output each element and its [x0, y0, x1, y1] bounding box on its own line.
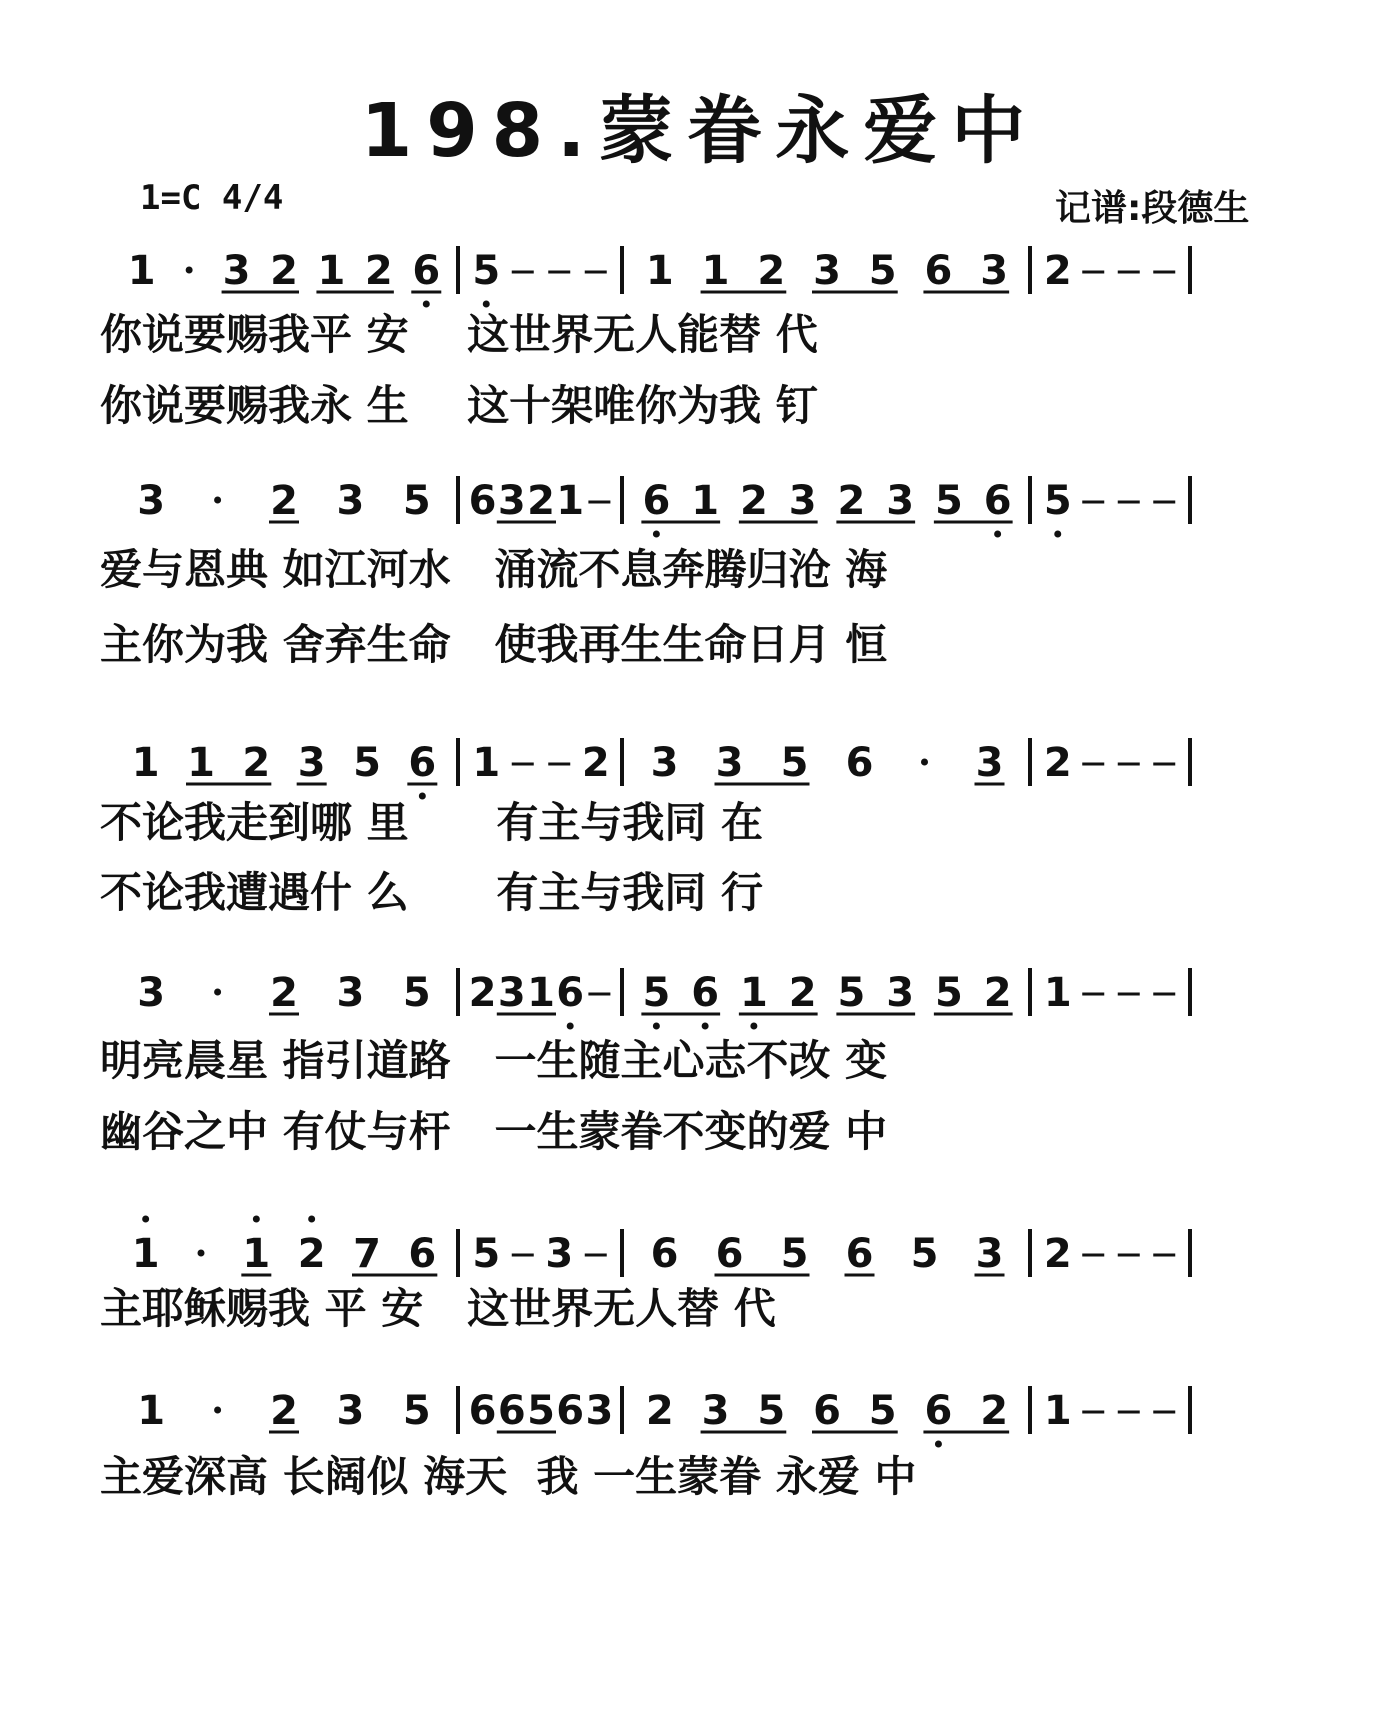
note-number: 6: [924, 1388, 953, 1434]
note-number: 2: [270, 1388, 298, 1434]
high-octave-dot: [308, 1216, 315, 1223]
note-number: 3: [336, 1388, 365, 1434]
note-number: 2: [1043, 1231, 1072, 1277]
lyric-line: 不论我走到哪 里 有主与我同 在: [100, 798, 763, 847]
note-number: 2: [270, 478, 298, 524]
note-number: 2: [645, 1388, 674, 1434]
note-number: 6: [983, 478, 1012, 524]
note-number: 3: [336, 970, 365, 1016]
note-number: 5: [780, 1231, 809, 1277]
note-number: 3: [715, 740, 744, 786]
note-number: 2: [739, 478, 768, 524]
high-octave-dot: [142, 1216, 149, 1223]
note-number: 5: [402, 970, 431, 1016]
augmentation-dot: [921, 759, 928, 766]
note-number: 3: [497, 970, 526, 1016]
lyric-line: 不论我遭遇什 么 有主与我同 行: [100, 868, 763, 917]
note-number: 6: [412, 248, 441, 294]
transcriber-credit: 记谱:段德生: [1055, 188, 1250, 229]
note-number: 2: [468, 970, 497, 1016]
lyric-line: 你说要赐我永 生 这十架唯你为我 钉: [100, 381, 818, 430]
note-number: 1: [645, 248, 674, 294]
note-number: 1: [701, 248, 730, 294]
high-octave-dot: [253, 1216, 260, 1223]
note-number: 5: [910, 1231, 939, 1277]
note-number: 1: [131, 1231, 160, 1277]
note-number: 6: [715, 1231, 744, 1277]
note-number: 1: [127, 248, 156, 294]
note-number: 2: [1043, 248, 1072, 294]
note-number: 2: [270, 248, 298, 294]
note-number: 2: [581, 740, 610, 786]
note-number: 2: [980, 1388, 1009, 1434]
note-number: 3: [701, 1388, 730, 1434]
note-number: 1: [137, 1388, 166, 1434]
augmentation-dot: [214, 1407, 221, 1414]
note-number: 2: [837, 478, 866, 524]
note-number: 2: [757, 248, 786, 294]
note-number: 3: [585, 1388, 614, 1434]
note-number: 1: [556, 478, 585, 524]
augmentation-dot: [186, 267, 193, 274]
note-number: 3: [886, 970, 915, 1016]
note-number: 2: [527, 478, 555, 524]
note-number: 1: [1043, 970, 1072, 1016]
note-number: 6: [497, 1388, 526, 1434]
note-number: 3: [980, 248, 1009, 294]
note-number: 6: [642, 478, 671, 524]
note-number: 1: [527, 970, 555, 1016]
note-number: 2: [364, 248, 393, 294]
lyric-line: 爱与恩典 如江河水 涌流不息奔腾归沧 海: [100, 545, 888, 594]
note-number: 6: [650, 1231, 679, 1277]
song-title: 198.蒙眷永爱中: [360, 88, 1040, 174]
note-number: 3: [788, 478, 817, 524]
note-number: 5: [868, 1388, 897, 1434]
note-number: 1: [131, 740, 160, 786]
note-number: 3: [297, 740, 326, 786]
augmentation-dot: [214, 989, 221, 996]
note-number: 6: [813, 1388, 841, 1434]
note-number: 6: [691, 970, 720, 1016]
lyric-line: 你说要赐我平 安 这世界无人能替 代: [100, 310, 818, 359]
note-number: 6: [468, 478, 497, 524]
note-number: 5: [353, 740, 381, 786]
note-number: 3: [497, 478, 526, 524]
note-number: 5: [642, 970, 671, 1016]
note-number: 1: [739, 970, 768, 1016]
note-number: 1: [242, 1231, 271, 1277]
note-number: 5: [757, 1388, 786, 1434]
note-number: 1: [187, 740, 215, 786]
note-number: 5: [934, 478, 963, 524]
note-number: 5: [934, 970, 963, 1016]
note-number: 5: [402, 478, 431, 524]
note-number: 6: [556, 1388, 585, 1434]
note-number: 1: [691, 478, 720, 524]
note-number: 5: [402, 1388, 431, 1434]
lyric-line: 幽谷之中 有仗与杆 一生蒙眷不变的爱 中: [100, 1107, 888, 1156]
note-number: 5: [527, 1388, 555, 1434]
note-number: 3: [975, 1231, 1004, 1277]
note-number: 6: [408, 1231, 437, 1277]
note-number: 5: [780, 740, 809, 786]
note-number: 3: [222, 248, 251, 294]
lyric-line: 明亮晨星 指引道路 一生随主心志不改 变: [100, 1036, 888, 1085]
note-number: 3: [545, 1231, 574, 1277]
note-number: 6: [845, 1231, 874, 1277]
note-number: 1: [1043, 1388, 1072, 1434]
note-number: 5: [1043, 478, 1072, 524]
note-number: 2: [983, 970, 1012, 1016]
note-number: 6: [408, 740, 437, 786]
lyric-line: 主爱深高 长阔似 海天 我 一生蒙眷 永爱 中: [100, 1452, 917, 1501]
note-number: 6: [468, 1388, 497, 1434]
note-number: 5: [472, 248, 501, 294]
note-number: 2: [270, 970, 298, 1016]
augmentation-dot: [198, 1250, 205, 1257]
note-number: 3: [886, 478, 915, 524]
note-number: 1: [317, 248, 346, 294]
note-number: 2: [788, 970, 817, 1016]
note-number: 5: [837, 970, 866, 1016]
note-number: 5: [472, 1231, 501, 1277]
note-number: 3: [137, 478, 166, 524]
note-number: 6: [924, 248, 953, 294]
note-number: 3: [137, 970, 166, 1016]
note-number: 2: [297, 1231, 326, 1277]
note-number: 2: [1043, 740, 1072, 786]
lyric-line: 主你为我 舍弃生命 使我再生生命日月 恒: [100, 620, 888, 669]
note-number: 2: [242, 740, 271, 786]
note-number: 3: [336, 478, 365, 524]
key-signature: 1=C 4/4: [140, 178, 284, 218]
note-number: 3: [975, 740, 1004, 786]
note-number: 6: [845, 740, 874, 786]
lyric-line: 主耶稣赐我 平 安 这世界无人替 代: [100, 1284, 776, 1333]
note-number: 1: [472, 740, 501, 786]
augmentation-dot: [214, 497, 221, 504]
note-number: 5: [868, 248, 897, 294]
note-number: 3: [650, 740, 679, 786]
note-number: 3: [813, 248, 841, 294]
note-number: 7: [353, 1231, 381, 1277]
note-number: 6: [556, 970, 585, 1016]
